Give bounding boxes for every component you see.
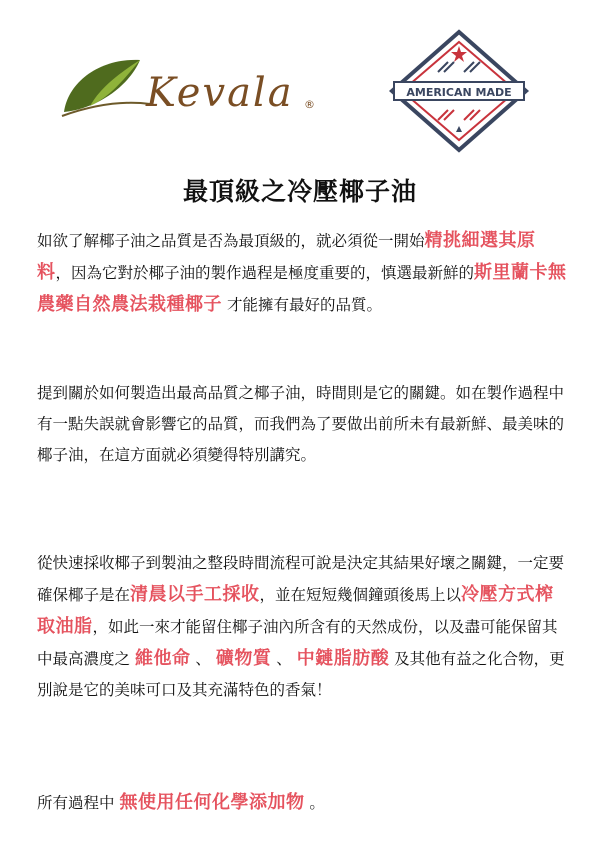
highlight-minerals: 礦物質	[215, 648, 272, 669]
highlight-vitamins: 維他命	[134, 648, 191, 669]
highlight-mcfa: 中鏈脂肪酸	[296, 648, 390, 669]
highlight-selection: 精挑細選其原料	[37, 230, 536, 283]
paragraph-raw-materials: 如欲了解椰子油之品質是否為最頂級的，就必須從一開始精挑細選其原料，因為它對於椰子油的製作過程是極度重要的，慎選最新鮮的斯里蘭卡無農藥自然農法栽種椰子 才能擁有最好的品質。	[37, 230, 567, 315]
page-title: 最頂級之冷壓椰子油	[182, 177, 417, 206]
star-icon	[451, 46, 467, 62]
brand-wordmark: Kevala	[146, 70, 294, 116]
kevala-logo	[60, 42, 330, 122]
highlight-harvest: 清晨以手工採收	[130, 584, 260, 605]
american-made-badge	[388, 28, 530, 154]
paragraph-process: 從快速採收椰子到製油之整段時間流程可說是決定其結果好壞之關鍵，一定要確保椰子是在清晨以手工採收，並在短短幾個鐘頭後馬上以冷壓方式榨取油脂，如此一來才能留住椰子油內所含有的天然成份，以及盡可能保留其中最高濃度之 維他命 、 礦物質 、 中鏈脂肪酸 及其他有益之化合物，更別說是它的美味可口及其充滿特色的香氣！	[37, 554, 565, 699]
highlight-origin: 斯里蘭卡無農藥自然農法栽種椰子	[37, 262, 567, 315]
highlight-no-additives: 無使用任何化學添加物	[119, 792, 305, 813]
paragraph-no-chemicals: 所有過程中 無使用任何化學添加物 。	[37, 792, 325, 813]
badge-text: AMERICAN MADE	[406, 86, 512, 99]
registered-mark: ®	[304, 98, 315, 111]
highlight-cold-press: 冷壓方式榨取油脂	[37, 584, 554, 637]
paragraph-timing: 提到關於如何製造出最高品質之椰子油，時間則是它的關鍵。如在製作過程中有一點失誤就會影響它的品質，而我們為了要做出前所未有最新鮮、最美味的椰子油，在這方面就必須變得特別講究。	[37, 384, 565, 464]
